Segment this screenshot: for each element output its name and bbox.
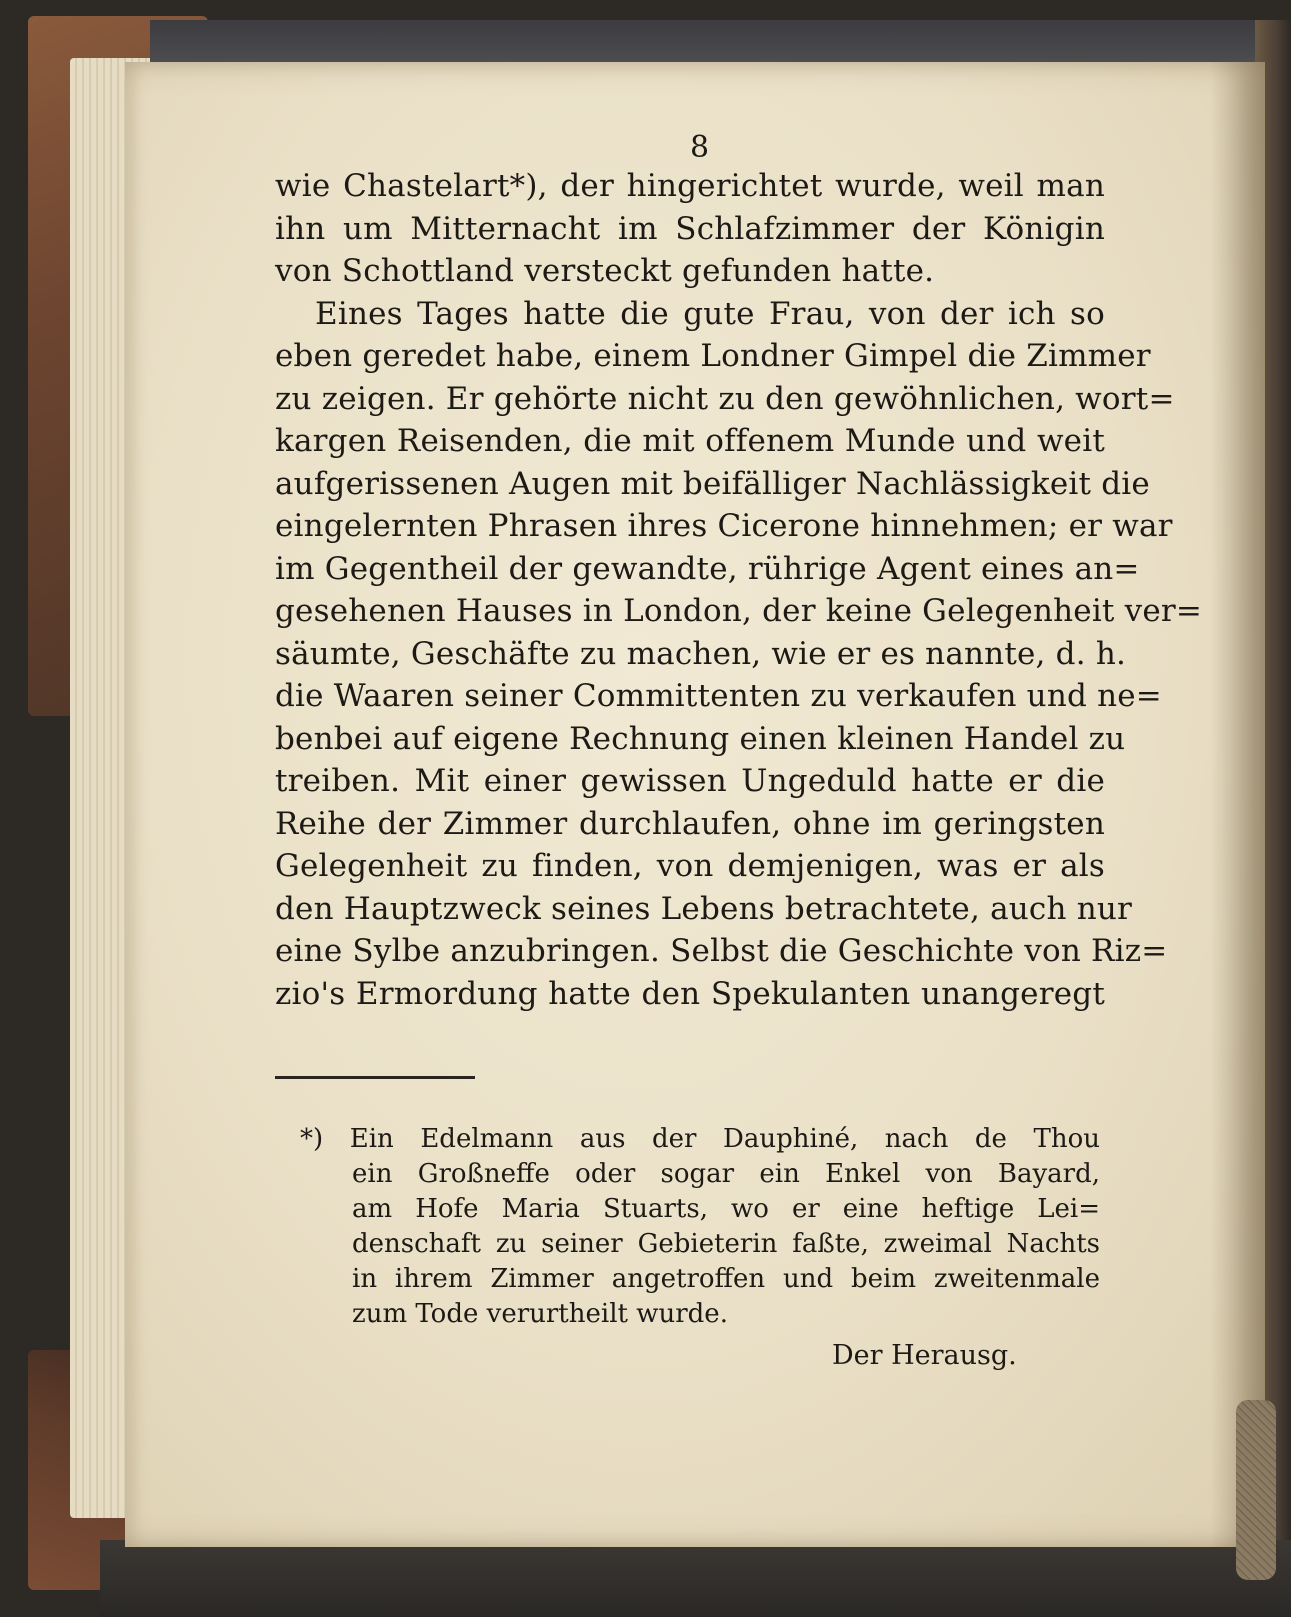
text-line: Reihe der Zimmer durchlaufen, ohne im geringsten — [275, 805, 1105, 842]
footnote-line: ein Großneffe oder sogar ein Enkel von Bayard, — [352, 1159, 1100, 1189]
footnote-line: in ihrem Zimmer angetroffen und beim zweitenmale — [352, 1264, 1100, 1294]
text-line: eben geredet habe, einem Londner Gimpel die Zimmer — [275, 338, 1151, 374]
footnote-line: zum Tode verurtheilt wurde. — [352, 1299, 728, 1329]
gutter-shadow — [1210, 62, 1265, 1547]
text-line: aufgerissenen Augen mit beifälliger Nachlässigkeit die — [275, 465, 1150, 502]
footnote-line: am Hofe Maria Stuarts, wo er eine heftige Lei= — [352, 1194, 1100, 1224]
text-line: eine Sylbe anzubringen. Selbst die Geschichte von Riz= — [275, 933, 1168, 969]
text-line: zu zeigen. Er gehörte nicht zu den gewöhnlichen, wort= — [275, 380, 1175, 417]
page-number: 8 — [690, 130, 710, 165]
text-line: eingelernten Phrasen ihres Cicerone hinnehmen; er war — [275, 508, 1173, 544]
text-line: treiben. Mit einer gewissen Ungeduld hatte er die — [275, 763, 1105, 799]
footnote-signature: Der Herausg. — [832, 1340, 1017, 1371]
text-line: den Hauptzweck seines Lebens betrachtete, auch nur — [275, 890, 1133, 927]
binding-thread — [1236, 1400, 1276, 1580]
footnote — [300, 1122, 1100, 1332]
footnote-rule — [275, 1076, 475, 1079]
footnote-line: *) Ein Edelmann aus der Dauphiné, nach de Thou — [300, 1124, 1100, 1154]
book-cover-bottom — [100, 1540, 1291, 1617]
main-text — [275, 165, 1203, 1015]
text-line: zio's Ermordung hatte den Spekulanten unangeregt — [275, 975, 1105, 1012]
text-line: wie Chastelart*), der hingerichtet wurde, weil man — [275, 168, 1105, 204]
text-line: kargen Reisenden, die mit offenem Munde und weit — [275, 423, 1105, 459]
text-line: gesehenen Hauses in London, der keine Gelegenheit ver= — [275, 593, 1203, 629]
footnote-line: denschaft zu seiner Gebieterin faßte, zweimal Nachts — [352, 1229, 1100, 1259]
text-line: ihn um Mitternacht im Schlafzimmer der Königin — [275, 210, 1105, 247]
text-line: Eines Tages hatte die gute Frau, von der ich so — [315, 295, 1105, 332]
text-line: Gelegenheit zu finden, von demjenigen, was er als — [275, 848, 1105, 884]
text-line: benbei auf eigene Rechnung einen kleinen Handel zu — [275, 720, 1126, 757]
text-line: von Schottland versteckt gefunden hatte. — [275, 253, 935, 289]
text-line: im Gegentheil der gewandte, rührige Agent eines an= — [275, 550, 1140, 587]
text-line: säumte, Geschäfte zu machen, wie er es nannte, d. h. — [275, 635, 1127, 672]
text-line: die Waaren seiner Committenten zu verkaufen und ne= — [275, 678, 1162, 714]
